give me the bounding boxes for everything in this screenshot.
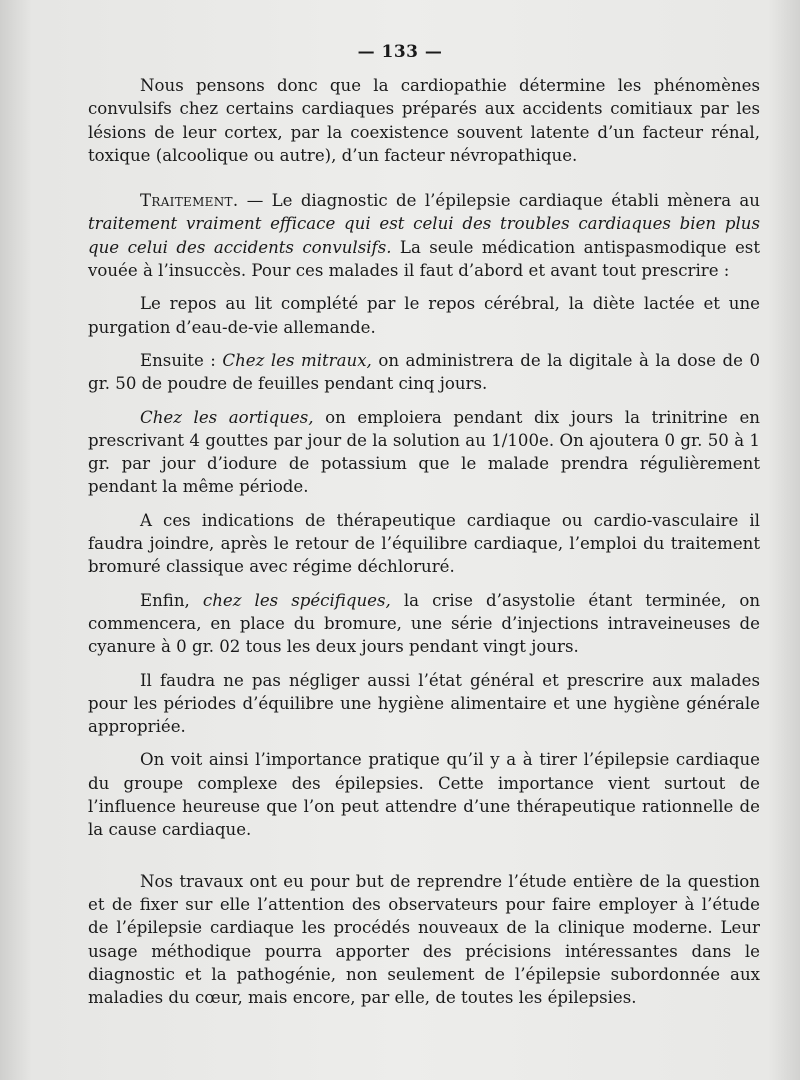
mitral-text-a: Ensuite : bbox=[140, 350, 223, 370]
paragraph-closing: Nos travaux ont eu pour but de reprendre l’étude entière de la question et de fixer sur elle l’attention des observateurs pour faire employer à l’étude de l’épilepsie cardiaque les procédés nouveaux de la clinique moderne. Leur usage méthodique pourra apporter des précisions intéressantes dans le diagnostic et la pathogénie, non seulement de l’épilepsie subordonnée aux maladies du cœur, mais encore, par elle, de toutes les épilepsies. bbox=[88, 871, 760, 1008]
paragraph-general-state: Il faudra ne pas négliger aussi l’état général et prescrire aux malades pour les périodes d’équilibre une hygiène alimentaire et une hygiène générale appropriée. bbox=[88, 670, 760, 737]
paragraph-treatment bbox=[88, 189, 760, 282]
mitral-text-b: on administrera de la digitale à la dose de 0 gr. 50 de poudre de feuilles pendant cinq jours. bbox=[88, 350, 760, 394]
paragraph-specific bbox=[88, 589, 760, 659]
paragraph-importance: On voit ainsi l’importance pratique qu’il y a à tirer l’épilepsie cardiaque du groupe complexe des épilepsies. Cette importance vient surtout de l’influence heureuse que l’on peut attendre d’une thérapeutique rationnelle de la cause cardiaque. bbox=[88, 750, 760, 840]
page-body bbox=[88, 74, 760, 1009]
aortic-emphasis: Chez les aortiques, bbox=[140, 407, 314, 427]
aortic-text: on emploiera pendant dix jours la trinitrine en prescrivant 4 gouttes par jour de la solution au 1/100e. On ajoutera 0 gr. 50 à 1 gr. par jour d’iodure de potassium que le malade prendra régulièrement pendant la même période. bbox=[88, 407, 760, 497]
specific-text-a: Enfin, bbox=[140, 590, 203, 610]
specific-text-b: la crise d’asystolie étant terminée, on commencera, en place du bromure, une série d’injections intraveineuses de cyanure à 0 gr. 02 tous les deux jours pendant vingt jours. bbox=[88, 590, 761, 657]
specific-emphasis: chez les spécifiques, bbox=[202, 590, 391, 610]
paragraph-aortic bbox=[88, 406, 760, 499]
mitral-emphasis: Chez les mitraux, bbox=[222, 350, 372, 370]
paragraph-rest: Le repos au lit complété par le repos cérébral, la diète lactée et une purgation d’eau-de-vie allemande. bbox=[88, 294, 760, 337]
paragraph-mitral bbox=[88, 349, 760, 396]
treatment-emphasis: traitement vraiment efficace qui est celui des troubles cardiaques bien plus que celui des accidents convulsifs. bbox=[88, 214, 760, 257]
paragraph-cardiovascular: A ces indications de thérapeutique cardiaque ou cardio-vasculaire il faudra joindre, après le retour de l’équilibre cardiaque, l’emploi du traitement bromuré classique avec régime déchloruré. bbox=[88, 510, 760, 577]
section-heading-traitement: Traitement. bbox=[140, 191, 239, 211]
treatment-text-b: La seule médication antispasmodique est vouée à l’insuccès. Pour ces malades il faut d’abord et avant tout prescrire : bbox=[88, 237, 760, 281]
paragraph-conclusion: Nous pensons donc que la cardiopathie détermine les phénomènes convulsifs chez certains cardiaques préparés aux accidents comitiaux par les lésions de leur cortex, par la coexistence souvent latente d’un facteur rénal, toxique (alcoolique ou autre), d’un facteur névropathique. bbox=[88, 76, 760, 165]
page-number: — 133 — bbox=[357, 42, 443, 62]
treatment-text-a: — Le diagnostic de l’épilepsie cardiaque établi mènera au bbox=[238, 191, 760, 211]
